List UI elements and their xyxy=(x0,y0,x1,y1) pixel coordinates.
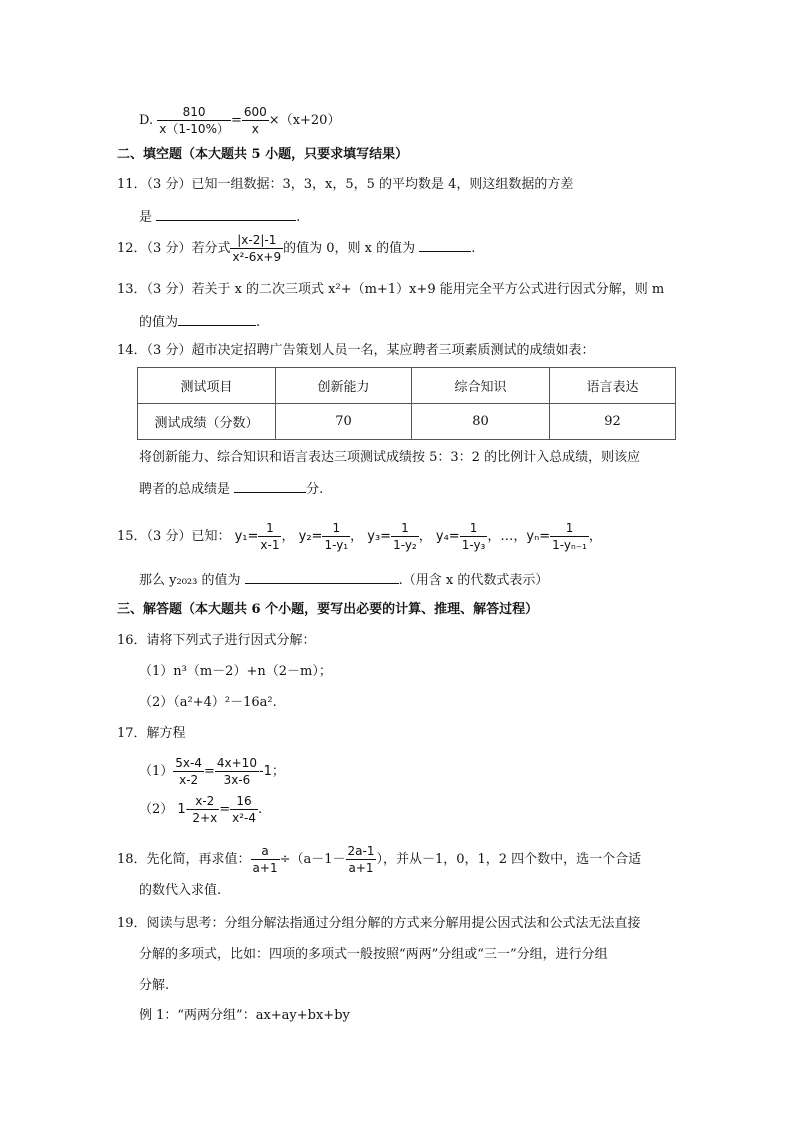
question-14-line1: 14．（3 分）超市决定招聘广告策划人员一名，某应聘者三项素质测试的成绩如表： xyxy=(117,343,595,358)
fraction: $\frac{1}{\text{1-yₙ₋₁}}$ xyxy=(552,521,587,552)
fraction: $\frac{1}{\text{1-y₁}}$ xyxy=(324,521,349,552)
table-cell: 测试成绩（分数） xyxy=(138,404,276,440)
score-table xyxy=(137,367,676,440)
answer-blank[interactable] xyxy=(234,478,306,493)
fraction: $\frac{1}{\text{1-y₂}}$ xyxy=(393,521,417,552)
fraction: $\frac{x-2}{2+x}$ xyxy=(192,794,218,825)
section-title: 三、解答题（本大题共 6 个小题，要写出必要的计算、推理、解答过程） xyxy=(117,602,539,617)
fraction: $\frac{600}{x}$ xyxy=(243,105,267,136)
answer-blank[interactable] xyxy=(419,237,471,252)
question-15-line2: 那么 y₂₀₂₃ 的值为 .（用含 x 的代数式表示） xyxy=(139,569,548,591)
table-cell: 语言表达 xyxy=(550,368,676,404)
question-13-line2: 的值为 . xyxy=(139,311,260,333)
answer-blank[interactable] xyxy=(156,206,296,221)
question-12: 12．（3 分）若分式 $\frac{|x-2|-1}{\text{x²-6x+9}}$ 的值为 0，则 x 的值为 . xyxy=(117,233,476,264)
question-16-part1: （1）n³（m－2）+n（2－m）； xyxy=(139,664,332,679)
question-19-line4: 例 1：“两两分组”：ax+ay+bx+by xyxy=(139,1008,350,1023)
question-19-line2: 分解的多项式，比如：四项的多项式一般按照“两两”分组或“三一”分组，进行分组 xyxy=(139,947,608,962)
question-16-stem: 16．请将下列式子进行因式分解： xyxy=(117,633,316,648)
question-13-line1: 13．（3 分）若关于 x 的二次三项式 x²+（m+1）x+9 能用完全平方公式进行因式分解，则 m xyxy=(117,282,665,297)
fraction: $\frac{2a-1}{a+1}$ xyxy=(347,844,375,875)
fraction: $\frac{16}{\text{x²-4}}$ xyxy=(232,794,256,825)
question-18: 18．先化简，再求值： $\frac{a}{a+1}$ ÷（a－1－ $\frac{2a-1}{a+1}$ ），并从－1，0，1，2 四个数中，选一个合适 xyxy=(117,844,642,875)
answer-blank[interactable] xyxy=(178,311,256,326)
question-16-part2: （2）（a²+4）²－16a². xyxy=(139,695,277,710)
table-cell: 测试项目 xyxy=(138,368,276,404)
question-14-line2: 将创新能力、综合知识和语言表达三项测试成绩按 5：3：2 的比例计入总成绩，则该应 xyxy=(139,450,641,465)
fraction: $\frac{a}{a+1}$ xyxy=(252,844,278,875)
question-18-line2: 的数代入求值. xyxy=(139,883,222,898)
table-cell: 综合知识 xyxy=(412,368,550,404)
table-row xyxy=(138,368,676,404)
table-row xyxy=(138,404,676,440)
question-11-line1: 11．（3 分）已知一组数据：3，3，x，5，5 的平均数是 4，则这组数据的方差 xyxy=(117,177,574,192)
fraction: $\frac{|x-2|-1}{\text{x²-6x+9}}$ xyxy=(232,233,282,264)
table-cell: 70 xyxy=(276,404,412,440)
option-d: D. $\frac{810}{x(1-10\%)}$ = $\frac{600}{x}$ ×（x+20） xyxy=(139,105,341,136)
table-cell: 80 xyxy=(412,404,550,440)
question-15: 15．（3 分）已知： y₁= $\frac{1}{x-1}$ ， y₂= $\frac{1}{\text{1-y₁}}$ ， y₃= $\frac{1}{\text{1-y₂}}$ ， y₄= $\frac{1}{\text{1-y₃}}$ ，…，yₙ= $\frac{1}{\text{1-yₙ₋₁}}$ ， xyxy=(117,521,602,552)
question-11-line2: 是 . xyxy=(139,206,300,228)
fraction: $\frac{4x+10}{3x-6}$ xyxy=(216,756,257,787)
question-19-line3: 分解. xyxy=(139,978,170,993)
question-19-line1: 19．阅读与思考：分组分解法指通过分组分解的方式来分解用提公因式法和公式法无法直接 xyxy=(117,916,641,931)
section-title: 二、填空题（本大题共 5 小题，只要求填写结果） xyxy=(117,147,409,162)
fraction: $\frac{1}{x-1}$ xyxy=(260,521,280,552)
fraction: $\frac{5x-4}{x-2}$ xyxy=(175,756,202,787)
fraction: $\frac{1}{\text{1-y₃}}$ xyxy=(461,521,486,552)
question-17-part1: （1） $\frac{5x-4}{x-2}$ = $\frac{4x+10}{3x-6}$ -1； xyxy=(139,756,285,787)
fraction: $\frac{810}{x(1-10\%)}$ xyxy=(159,105,229,136)
question-14-line3: 聘者的总成绩是 分. xyxy=(139,478,323,500)
answer-blank[interactable] xyxy=(245,569,399,584)
question-17-part2: （2） 1- $\frac{x-2}{2+x}$ = $\frac{16}{\text{x²-4}}$ . xyxy=(139,794,263,825)
question-17-stem: 17．解方程 xyxy=(117,726,186,741)
table-cell: 92 xyxy=(550,404,676,440)
table-cell: 创新能力 xyxy=(276,368,412,404)
